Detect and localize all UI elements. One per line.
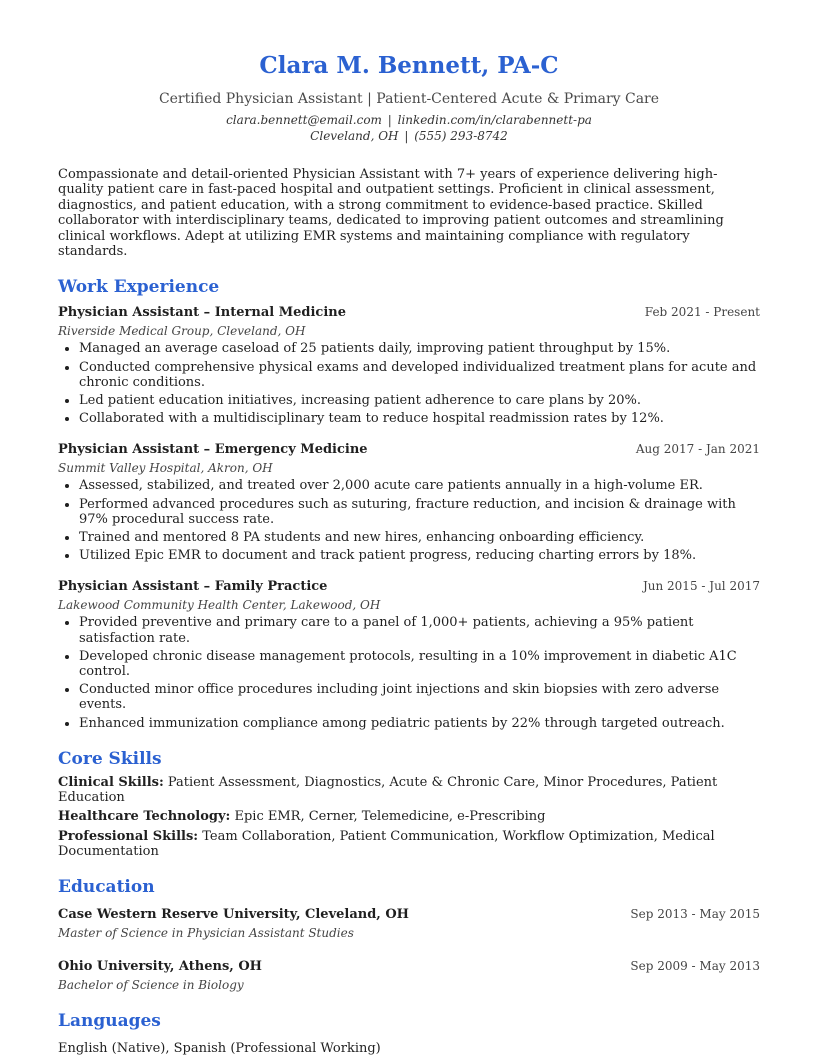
skill-line (58, 775, 760, 805)
education-dates: Sep 2013 - May 2015 (630, 906, 760, 921)
job-bullets (58, 478, 760, 563)
contact-line-2 (58, 128, 760, 144)
job-bullet: • Led patient education initiatives, increasing patient adherence to care plans by 20%. (79, 393, 760, 408)
contact-line-1 (58, 112, 760, 128)
skills-list (58, 775, 760, 859)
skill-value: Epic EMR, Cerner, Telemedicine, e-Prescribing (234, 809, 546, 825)
job-organization: Summit Valley Hospital, Akron, OH (58, 461, 273, 476)
job-bullet: • Enhanced immunization compliance among pediatric patients by 22% through targeted outreach. (79, 716, 760, 731)
education-entry (58, 906, 760, 941)
section-title-education: Education (58, 876, 155, 897)
contact-separator: | (387, 113, 392, 127)
job-dates: Jun 2015 - Jul 2017 (642, 579, 760, 594)
job-title: Physician Assistant – Family Practice (58, 579, 328, 595)
job-bullet: • Collaborated with a multidisciplinary team to reduce hospital readmission rates by 12%. (79, 411, 760, 426)
education-header (58, 958, 760, 975)
job-bullet: • Utilized Epic EMR to document and track patient progress, reducing charting errors by 18%. (79, 548, 760, 563)
job-header (58, 304, 760, 321)
education-dates: Sep 2009 - May 2013 (630, 958, 760, 973)
job-bullet: • Performed advanced procedures such as suturing, fracture reduction, and incision & drainage with 97% procedural success rate. (79, 497, 760, 527)
education-degree: Bachelor of Science in Biology (58, 977, 244, 992)
professional-summary: Compassionate and detail-oriented Physician Assistant with 7+ years of experience delivering high-quality patient care in fast-paced hospital and outpatient settings. Proficient in clinical assessment, diagnostics, and patient education, with a strong commitment to evidence-based practice. Skilled collaborator with interdisciplinary teams, dedicated to improving patient outcomes and streamlining clinical workflows. Adept at utilizing EMR systems and maintaining compliance with regulatory standards. (58, 167, 724, 260)
phone-text: (555) 293-8742 (414, 129, 508, 143)
candidate-name: Clara M. Bennett, PA-C (259, 52, 559, 79)
contact-separator: | (404, 129, 409, 143)
resume-header (58, 50, 760, 144)
candidate-tagline: Certified Physician Assistant | Patient-Centered Acute & Primary Care (158, 91, 660, 107)
job-bullet: • Assessed, stabilized, and treated over 2,000 acute care patients annually in a high-volume ER. (79, 478, 760, 493)
job-bullets (58, 615, 760, 730)
education-degree: Master of Science in Physician Assistant Studies (58, 925, 354, 940)
job-header (58, 578, 760, 595)
job-title: Physician Assistant – Emergency Medicine (58, 442, 368, 458)
skills-section (58, 748, 760, 859)
email-link[interactable]: clara.bennett@email.com (226, 113, 382, 127)
education-school: Ohio University, Athens, OH (58, 958, 262, 974)
job-entry (58, 304, 760, 426)
education-header (58, 906, 760, 923)
job-organization: Riverside Medical Group, Cleveland, OH (58, 324, 306, 339)
education-school: Case Western Reserve University, Cleveland, OH (58, 906, 409, 922)
resume-page (58, 50, 760, 1057)
section-title-experience: Work Experience (58, 277, 220, 298)
languages-section (58, 1010, 760, 1057)
job-bullet: • Trained and mentored 8 PA students and new hires, enhancing onboarding efficiency. (79, 530, 760, 545)
job-dates: Feb 2021 - Present (644, 305, 760, 320)
education-entry (58, 958, 760, 993)
section-title-languages: Languages (58, 1010, 161, 1031)
job-dates: Aug 2017 - Jan 2021 (635, 442, 760, 457)
job-organization: Lakewood Community Health Center, Lakewood, OH (58, 598, 381, 613)
skill-line (58, 809, 760, 824)
languages-text: English (Native), Spanish (Professional Working) (58, 1040, 381, 1056)
job-bullet: • Conducted minor office procedures including joint injections and skin biopsies with zero adverse events. (79, 682, 760, 712)
job-bullet: • Provided preventive and primary care to a panel of 1,000+ patients, achieving a 95% patient satisfaction rate. (79, 615, 760, 645)
job-bullet: • Developed chronic disease management protocols, resulting in a 10% improvement in diabetic A1C control. (79, 649, 760, 679)
education-section (58, 876, 760, 993)
skill-label: Healthcare Technology: (58, 809, 231, 825)
skill-label: Professional Skills: (58, 828, 199, 844)
job-header (58, 441, 760, 458)
section-title-skills: Core Skills (58, 748, 162, 769)
linkedin-link[interactable]: linkedin.com/in/clarabennett-pa (397, 113, 592, 127)
job-entry (58, 441, 760, 563)
job-bullets (58, 341, 760, 426)
job-title: Physician Assistant – Internal Medicine (58, 305, 346, 321)
job-bullet: • Conducted comprehensive physical exams and developed individualized treatment plans for acute and chronic conditions. (79, 360, 760, 390)
skill-value: Patient Assessment, Diagnostics, Acute & Chronic Care, Minor Procedures, Patient Education (58, 774, 718, 806)
skill-value: Team Collaboration, Patient Communication, Workflow Optimization, Medical Documentation (58, 828, 715, 859)
job-bullet: • Managed an average caseload of 25 patients daily, improving patient throughput by 15%. (79, 341, 760, 356)
experience-section (58, 276, 760, 730)
skill-label: Clinical Skills: (58, 774, 164, 790)
location-text: Cleveland, OH (310, 129, 399, 143)
job-entry (58, 578, 760, 730)
skill-line (58, 829, 760, 859)
